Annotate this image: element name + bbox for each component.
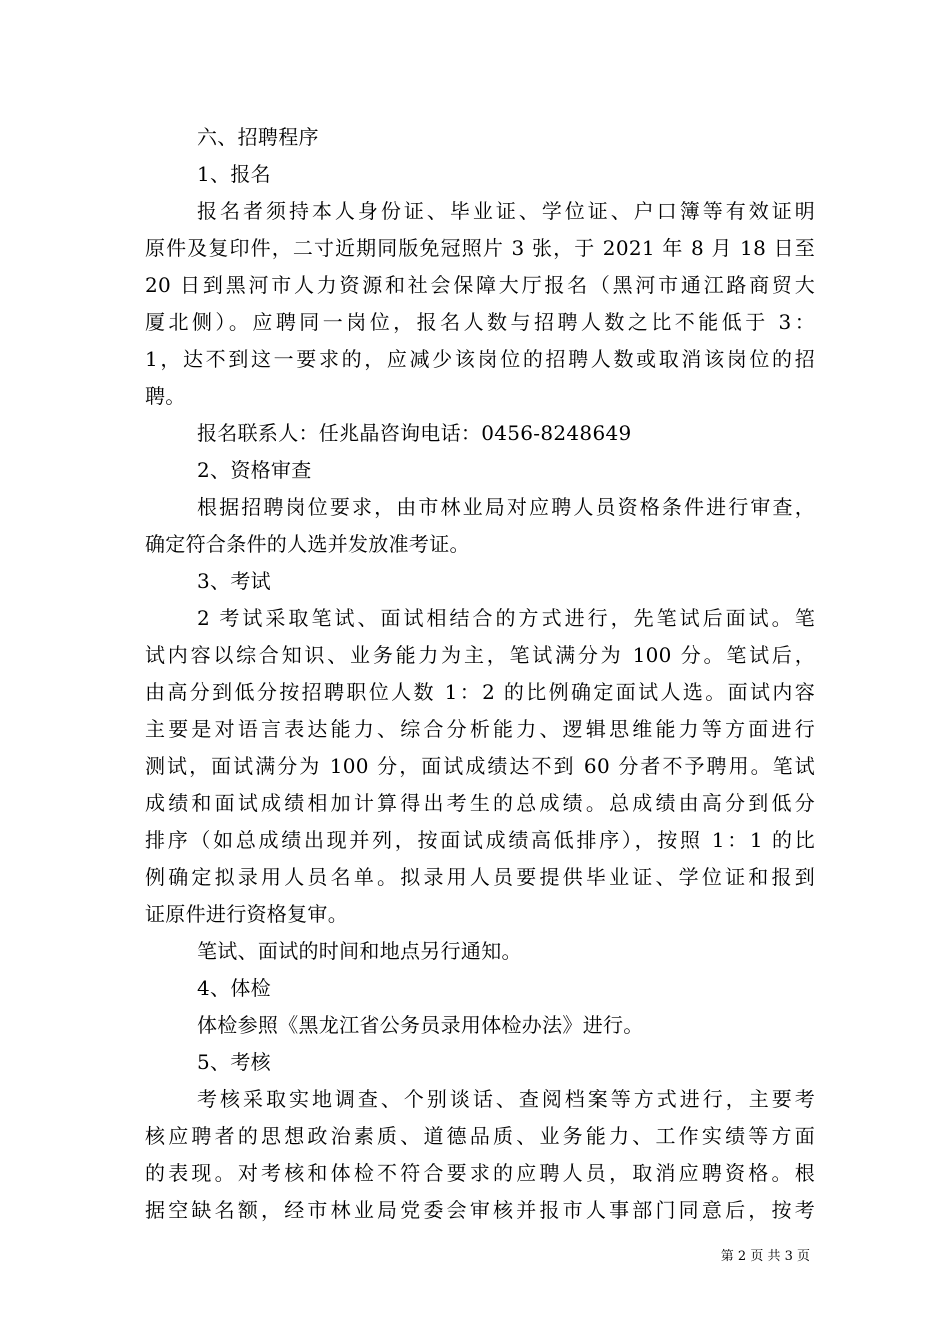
contact-line: 报名联系人：任兆晶咨询电话：0456-8248649 <box>197 421 632 445</box>
paragraph-line: 成绩和面试成绩相加计算得出考生的总成绩。总成绩由高分到低分 <box>145 791 815 815</box>
paragraph-line: 主要是对语言表达能力、综合分析能力、逻辑思维能力等方面进行 <box>145 717 815 741</box>
paragraph-line: 由高分到低分按招聘职位人数 1：2 的比例确定面试人选。面试内容 <box>145 680 815 704</box>
paragraph-line: 据空缺名额，经市林业局党委会审核并报市人事部门同意后，按考 <box>145 1198 815 1222</box>
paragraph-line: 排序（如总成绩出现并列，按面试成绩高低排序），按照 1：1 的比 <box>145 828 815 852</box>
paragraph-line: 聘。 <box>145 384 186 408</box>
paragraph-line: 2 考试采取笔试、面试相结合的方式进行，先笔试后面试。笔 <box>197 606 815 630</box>
subheading-qualification-review: 2、资格审查 <box>197 458 312 482</box>
subheading-exam: 3、考试 <box>197 569 271 593</box>
paragraph-line: 确定符合条件的人选并发放准考证。 <box>145 532 470 556</box>
paragraph-line: 根据招聘岗位要求，由市林业局对应聘人员资格条件进行审查， <box>197 495 815 519</box>
page-number-footer: 第 2 页 共 3 页 <box>720 1249 810 1264</box>
subheading-physical-exam: 4、体检 <box>197 976 271 1000</box>
paragraph-line: 20 日到黑河市人力资源和社会保障大厅报名（黑河市通江路商贸大 <box>145 273 815 297</box>
subheading-assessment: 5、考核 <box>197 1050 271 1074</box>
paragraph-line: 试内容以综合知识、业务能力为主，笔试满分为 100 分。笔试后， <box>145 643 815 667</box>
paragraph-line: 1，达不到这一要求的，应减少该岗位的招聘人数或取消该岗位的招 <box>145 347 815 371</box>
paragraph-line: 测试，面试满分为 100 分，面试成绩达不到 60 分者不予聘用。笔试 <box>145 754 815 778</box>
paragraph-line: 考核采取实地调查、个别谈话、查阅档案等方式进行，主要考 <box>197 1087 815 1111</box>
paragraph-line: 笔试、面试的时间和地点另行通知。 <box>197 939 522 963</box>
paragraph-line: 厦北侧）。应聘同一岗位，报名人数与招聘人数之比不能低于 3： <box>145 310 815 334</box>
paragraph-line: 原件及复印件，二寸近期同版免冠照片 3 张，于 2021 年 8 月 18 日至 <box>145 236 815 260</box>
subheading-registration: 1、报名 <box>197 162 271 186</box>
section-heading-recruitment-procedure: 六、招聘程序 <box>197 125 319 149</box>
paragraph-line: 证原件进行资格复审。 <box>145 902 348 926</box>
paragraph-line: 的表现。对考核和体检不符合要求的应聘人员，取消应聘资格。根 <box>145 1161 815 1185</box>
paragraph-line: 核应聘者的思想政治素质、道德品质、业务能力、工作实绩等方面 <box>145 1124 815 1148</box>
paragraph-line: 体检参照《黑龙江省公务员录用体检办法》进行。 <box>197 1013 644 1037</box>
paragraph-line: 例确定拟录用人员名单。拟录用人员要提供毕业证、学位证和报到 <box>145 865 815 889</box>
paragraph-line: 报名者须持本人身份证、毕业证、学位证、户口簿等有效证明 <box>197 199 815 223</box>
